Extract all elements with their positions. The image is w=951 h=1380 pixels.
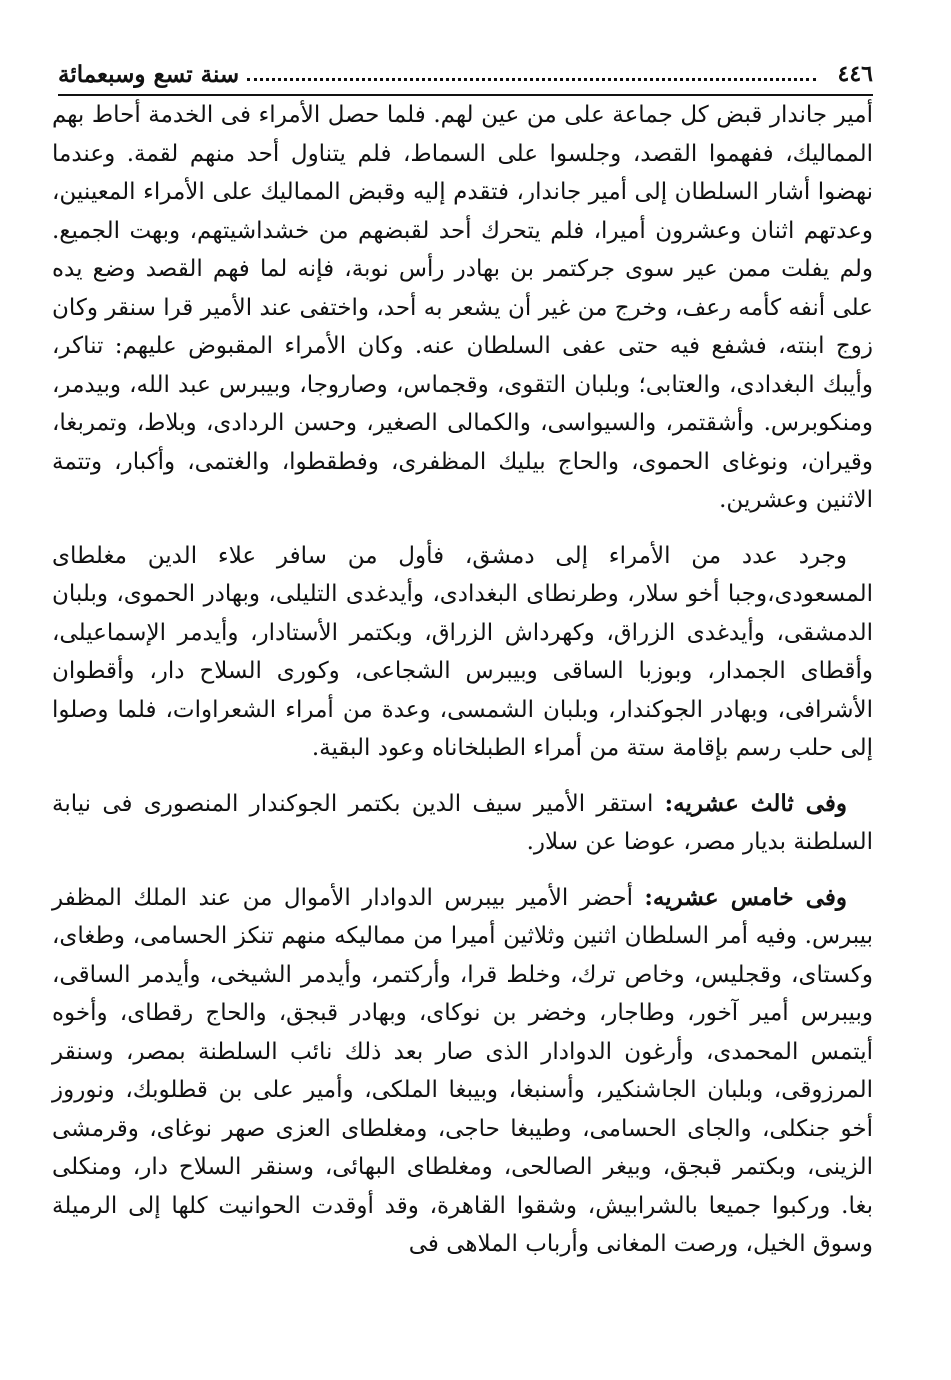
paragraph-3 <box>52 785 873 862</box>
running-title: سنة تسع وسبعمائة <box>58 60 240 88</box>
dotted-leader <box>247 78 815 81</box>
page-body <box>52 96 873 1264</box>
paragraph-2 <box>52 537 873 768</box>
paragraph-text: أمير جاندار قبض كل جماعة على من عين لهم. فلما حصل الأمراء فى الخدمة أحاط بهم المماليك، ففهموا القصد، وجلسوا على السماط، فلم يتناول أحد منهم لقمة. وعندما نهضوا أشار السلطان إلى أمير جاندار، فتقدم إليه وقبض المماليك على الأمراء المعينين، وعدتهم اثنان وعشرون أميرا، فلم يتحرك أحد لقبضهم من خشداشيتهم، وبهت الجميع. ولم يفلت ممن عير سوى جركتمر بن بهادر رأس نوبة، فإنه لما فهم القصد وضع يده على أنفه كأمه رعف، وخرج من غير أن يشعر به أحد، واختفى عند الأمير قرا سنقر وكان زوج ابنته، فشفع فيه حتى عفى السلطان عنه. وكان الأمراء المقبوض عليهم: تناكر، وأيبك البغدادى، والعتابى؛ وبلبان التقوى، وقجماس، وصاروجا، وبيبرس عبد الله، وبيدمر، ومنكوبرس. وأشقتمر، والسيواسى، والكمالى الصغير، وحسن الردادى، وبلاط، وتمربغا، وقيران، ونوغاى الحموى، والحاج بيليك المظفرى، وفطقطوا، والغتمى، وأكبار، وتتمة الاثنين وعشرين. <box>52 102 873 513</box>
paragraph-text: استقر الأمير سيف الدين بكتمر الجوكندار المنصورى فى نيابة السلطنة بديار مصر، عوضا عن سلار. <box>52 790 873 855</box>
paragraph-lead: وفى خامس عشريه: <box>644 883 847 911</box>
page-header <box>58 54 873 96</box>
paragraph-text: وجرد عدد من الأمراء إلى دمشق، فأول من سافر علاء الدين مغلطاى المسعودى،وجبا أخو سلار، وطرنطاى البغدادى، وأيدغدى التليلى، وبهادر الحموى، وبلبان الدمشقى، وأيدغدى الزراق، وكهرداش الزراق، وبكتمر الأستادار، وأيدمر الإسماعيلى، وأقطاى الجمدار، وبوزبا الساقى وبيبرس الشجاعى، وكورى السلاح دار، وأقطوان الأشرافى، وبهادر الجوكندار، وبلبان الشمسى، وعدة من أمراء الشعراوات، فلما وصلوا إلى حلب رسم بإقامة ستة من أمراء الطبلخاناه وعود البقية. <box>52 542 873 761</box>
paragraph-lead: وفى ثالث عشريه: <box>664 789 847 817</box>
page-number: ٤٤٦ <box>837 61 873 87</box>
paragraph-4 <box>52 879 873 1264</box>
paragraph-text: أحضر الأمير بيبرس الدوادار الأموال من عند الملك المظفر بيبرس. وفيه أمر السلطان اثنين وثلاثين أميرا من مماليكه منهم تنكز الحسامى، وطغاى، وكستاى، وقجليس، وخاص ترك، وخلط قرا، وأركتمر، وأيدمر الشيخى، وأيدمر الساقى، وبيبرس أمير آخور، وطاجار، وخضر بن نوكاى، وبهادر قبجق، والحاج رقطاى، وأخوه أيتمس المحمدى، وأرغون الدوادار الذى صار بعد ذلك نائب السلطنة بمصر، وسنقر المرزوقى، وبلبان الجاشنكير، وأسنبغا، وبيبغا الملكى، وأمير على بن قطلوبك، ونوروز أخو جنكلى، والجاى الحسامى، وطيبغا حاجى، ومغلطاى العزى صهر نوغاى، وقرمشى الزينى، وبكتمر قبجق، وبيغر الصالحى، ومغلطاى البهائى، وسنقر السلاح دار، ومنكلى بغا. وركبوا جميعا بالشرابيش، وشقوا القاهرة، وقد أوقدت الحوانيت كلها إلى الرميلة وسوق الخيل، ورصت المغانى وأرباب الملاهى فى <box>52 884 873 1257</box>
paragraph-1 <box>52 96 873 520</box>
